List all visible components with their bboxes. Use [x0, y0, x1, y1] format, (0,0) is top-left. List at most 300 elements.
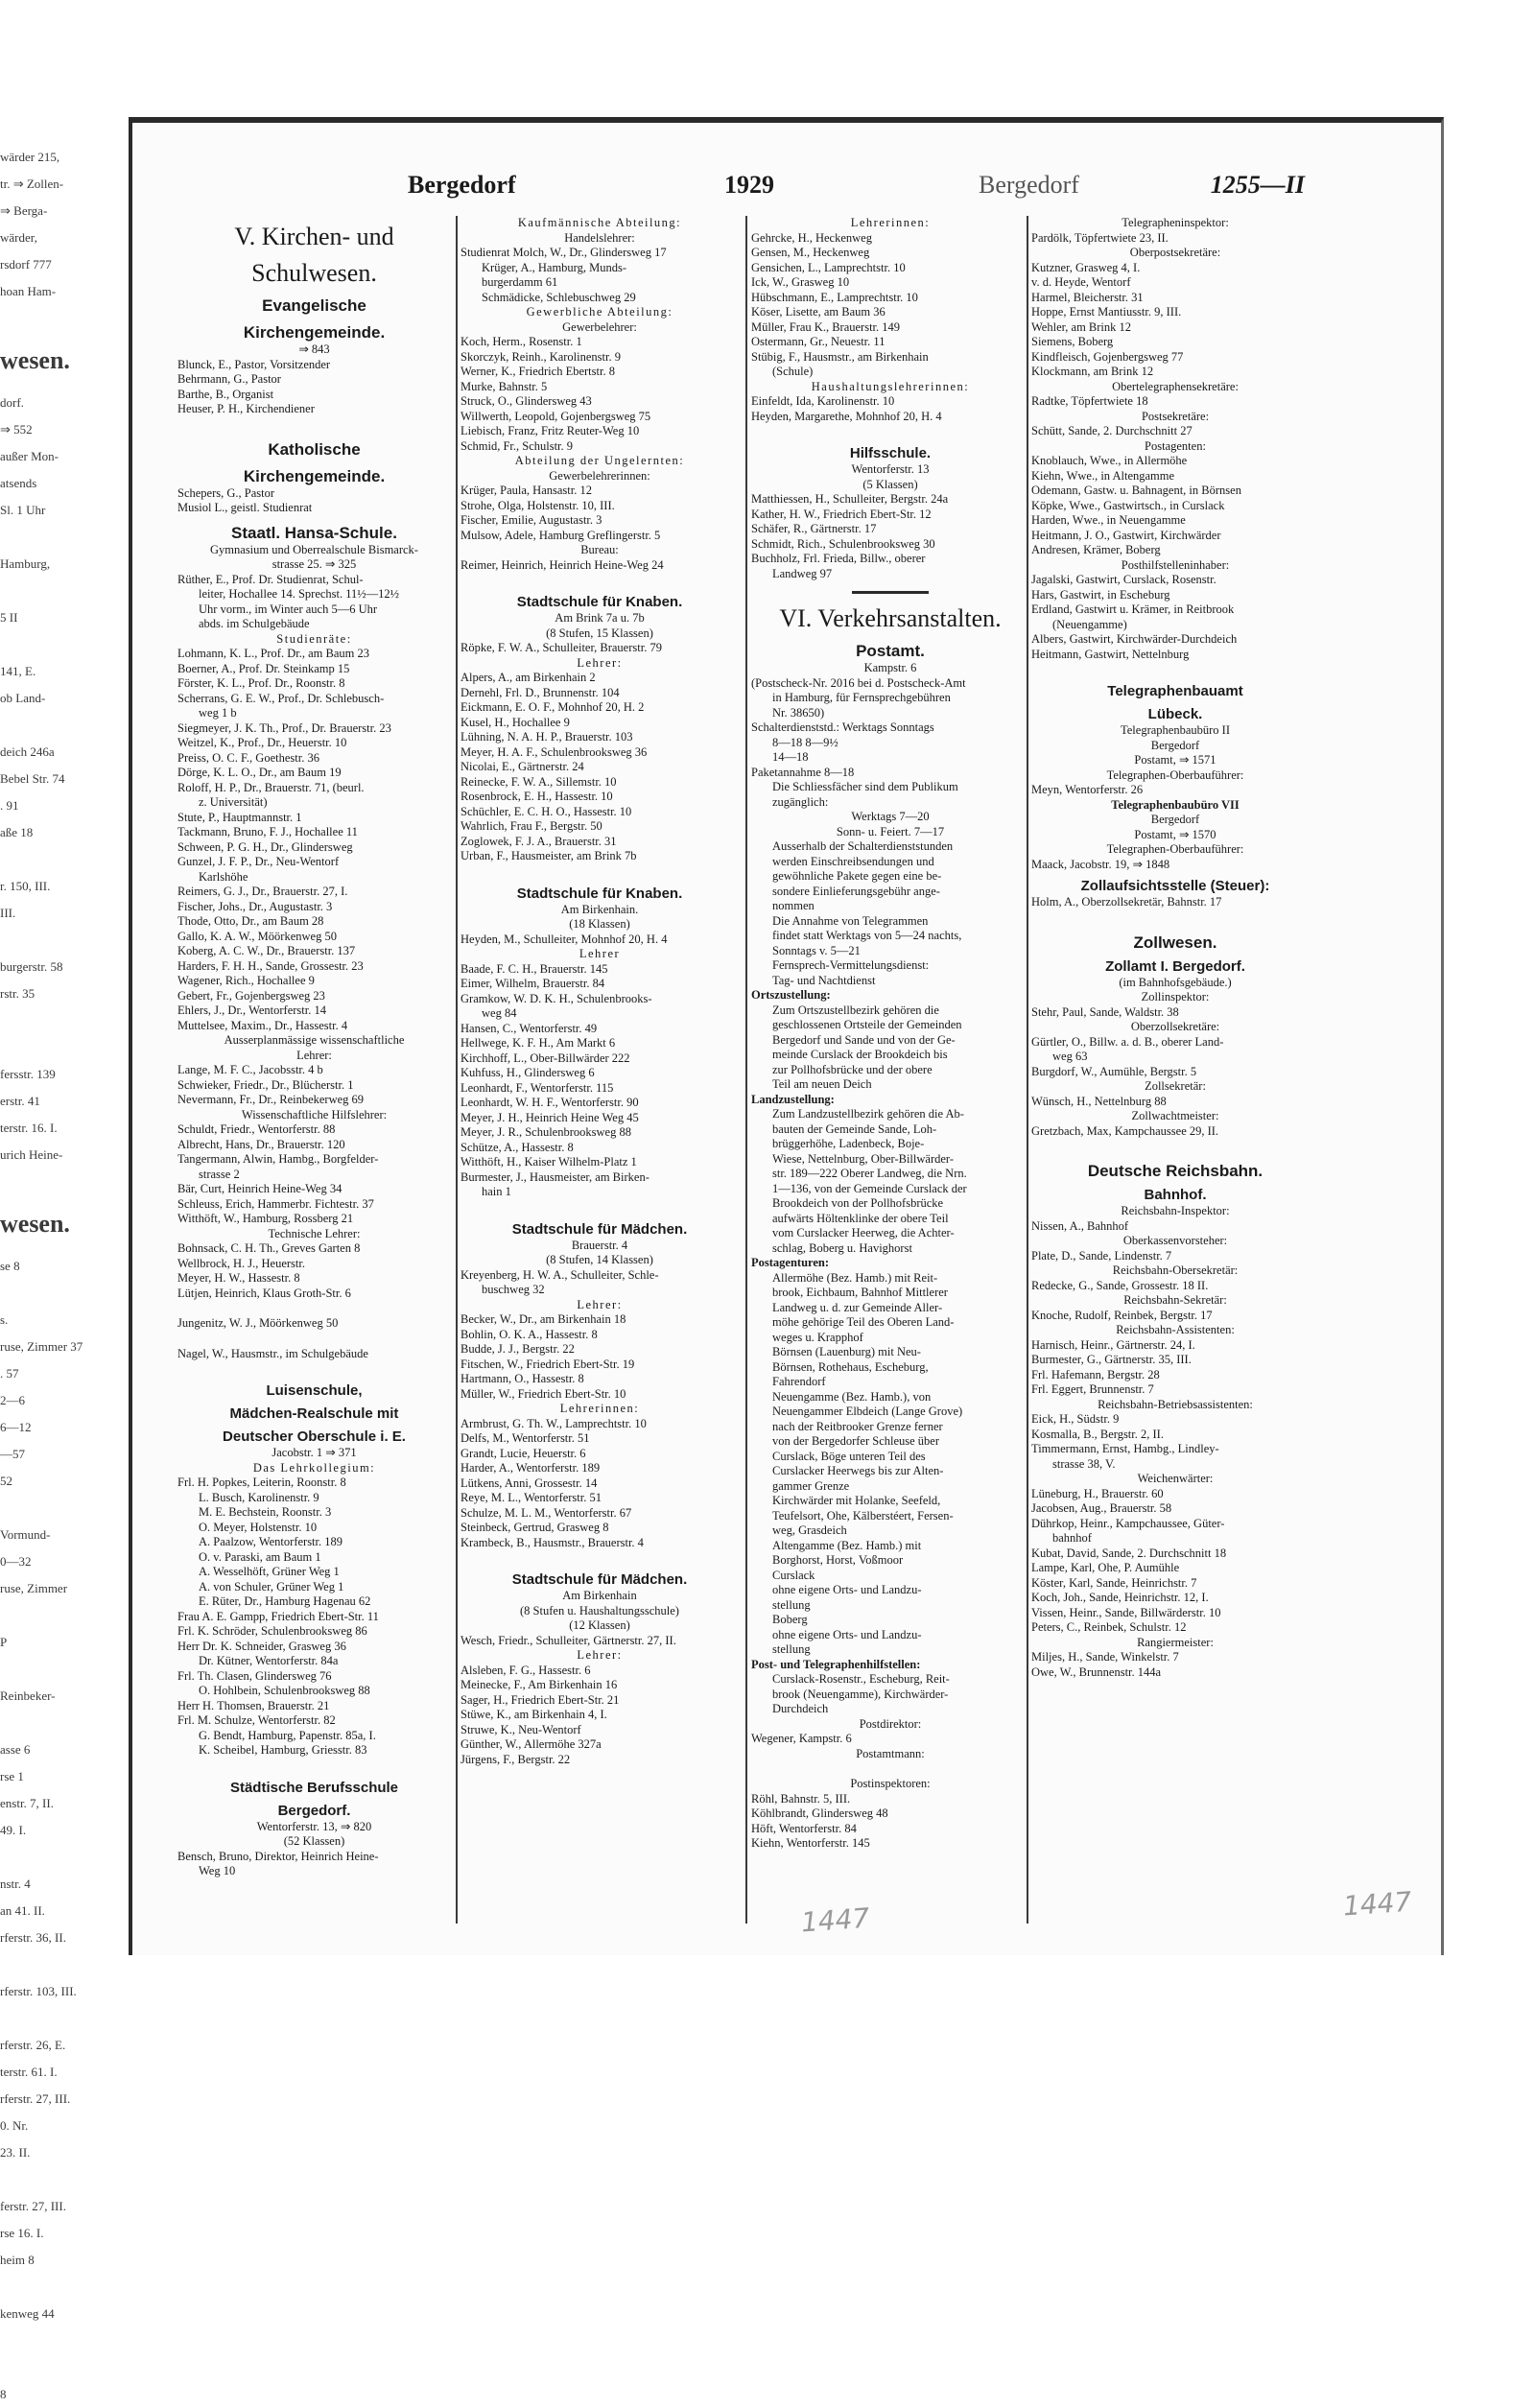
left-strip-line: P: [0, 1635, 8, 1649]
directory-entry: Siegmeyer, J. K. Th., Prof., Dr. Brauerstr. 23: [177, 720, 391, 735]
directory-entry: Delfs, M., Wentorferstr. 51: [460, 1431, 590, 1445]
left-strip-line: [0, 2274, 113, 2301]
directory-entry: E. Rüter, Dr., Hamburg Hagenau 62: [199, 1594, 371, 1608]
sub-heading: Das Lehrkollegium:: [252, 1460, 376, 1475]
directory-entry: Schmädicke, Schlebuschweg 29: [482, 290, 636, 304]
directory-entry: Weg 10: [199, 1864, 236, 1877]
section-heading: Zollaufsichtsstelle (Steuer):: [1080, 878, 1270, 894]
directory-entry: v. d. Heyde, Wentorf: [1031, 275, 1131, 289]
sub-heading: Brauerstr. 4: [571, 1238, 628, 1252]
directory-entry: Lühning, N. A. H. P., Brauerstr. 103: [460, 730, 633, 744]
left-strip-line: rsdorf 777: [0, 257, 52, 271]
directory-entry: Jungenitz, W. J., Möörkenweg 50: [177, 1316, 339, 1330]
directory-entry: (Neuengamme): [1052, 617, 1127, 631]
directory-entry: Boerner, A., Prof. Dr. Steinkamp 15: [177, 661, 350, 675]
directory-entry: Matthiessen, H., Schulleiter, Bergstr. 24a: [751, 492, 949, 506]
directory-entry: Knoblauch, Wwe., in Allermöhe: [1031, 454, 1188, 467]
directory-entry: Gensichen, L., Lamprechtstr. 10: [751, 260, 906, 274]
left-strip-line: außer Mon-: [0, 449, 59, 463]
sub-heading: Lehrer:: [296, 1048, 332, 1062]
directory-entry: Allermöhe (Bez. Hamb.) mit Reit-: [772, 1270, 938, 1285]
section-heading: Stadtschule für Mädchen.: [511, 1220, 688, 1238]
directory-entry: Dührkop, Heinr., Kampchaussee, Güter-: [1031, 1516, 1225, 1530]
directory-entry: Weitzel, K., Prof., Dr., Heuerstr. 10: [177, 736, 347, 749]
sub-heading: Zollsekretär:: [1145, 1079, 1206, 1093]
directory-entry: gewöhnliche Pakete gegen eine be-: [772, 869, 942, 883]
directory-entry: Ortszustellung:: [751, 988, 831, 1002]
left-strip-line: rse 16. I.: [0, 2226, 44, 2240]
directory-entry: burgerdamm 61: [482, 275, 558, 289]
directory-entry: 1—136, von der Gemeinde Curslack der: [772, 1181, 967, 1195]
directory-entry: Skorczyk, Reinh., Karolinenstr. 9: [460, 349, 621, 364]
directory-entry: Maack, Jacobstr. 19, ⇒ 1848: [1031, 857, 1170, 871]
section-heading: Stadtschule für Knaben.: [516, 885, 683, 902]
page-header: [177, 171, 1305, 209]
sub-heading: Haushaltungslehrerinnen:: [811, 379, 970, 393]
directory-entry: Landweg u. d. zur Gemeinde Aller-: [772, 1300, 943, 1314]
directory-entry: Jacobsen, Aug., Brauerstr. 58: [1031, 1501, 1172, 1515]
directory-entry: Mulsow, Adele, Hamburg Greflingerstr. 5: [460, 528, 661, 542]
directory-entry: hain 1: [482, 1185, 511, 1198]
directory-entry: Müller, W., Friedrich Ebert-Str. 10: [460, 1386, 626, 1401]
left-strip-line: [0, 2166, 113, 2193]
left-strip-line: Sl. 1 Uhr: [0, 503, 46, 517]
directory-entry: Kather, H. W., Friedrich Ebert-Str. 12: [751, 507, 932, 521]
directory-entry: Meyer, J. R., Schulenbrooksweg 88: [460, 1125, 631, 1139]
sub-heading: Wentorferstr. 13, ⇒ 820: [256, 1819, 372, 1833]
directory-entry: Koch, Herm., Rosenstr. 1: [460, 335, 582, 348]
section-heading: Zollamt I. Bergedorf.: [1105, 957, 1245, 975]
sub-heading: Oberpostsekretäre:: [1129, 246, 1221, 259]
sub-heading: Gewerbelehrer:: [562, 319, 637, 334]
directory-entry: Kubat, David, Sande, 2. Durchschnitt 18: [1031, 1546, 1227, 1560]
directory-entry: Kiehn, Wentorferstr. 145: [751, 1836, 870, 1850]
directory-entry: stellung: [772, 1597, 811, 1612]
left-strip-line: [0, 1495, 113, 1522]
directory-entry: weg, Grasdeich: [772, 1523, 847, 1537]
sub-heading: Zollinspektor:: [1141, 990, 1210, 1003]
directory-entry: weges u. Krapphof: [772, 1330, 863, 1344]
section-heading: Zollwesen.: [1133, 933, 1217, 952]
left-strip-line: ob Land-: [0, 691, 46, 705]
directory-entry: Struck, O., Glindersweg 43: [460, 394, 592, 408]
directory-entry: Curslack-Rosenstr., Escheburg, Reit-: [772, 1672, 950, 1686]
directory-entry: Köpke, Wwe., Gastwirtsch., in Curslack: [1031, 498, 1225, 512]
directory-entry: Klockmann, am Brink 12: [1031, 365, 1154, 378]
directory-entry: Heuser, P. H., Kirchendiener: [177, 402, 315, 415]
directory-entry: Pardölk, Töpfertwiete 23, II.: [1031, 230, 1169, 245]
sub-heading: Postamtmann:: [856, 1746, 925, 1760]
sub-heading: Postamt, ⇒ 1570: [1134, 827, 1216, 841]
directory-entry: Bensch, Bruno, Direktor, Heinrich Heine-: [177, 1849, 379, 1863]
directory-entry: schlag, Boberg u. Havighorst: [772, 1240, 912, 1255]
directory-entry: Albers, Gastwirt, Kirchwärder-Durchdeich: [1031, 632, 1238, 646]
directory-entry: sondere Einlieferungsgebühr ange-: [772, 884, 940, 898]
directory-entry: Harder, A., Wentorferstr. 189: [460, 1461, 601, 1475]
directory-entry: Kiehn, Wwe., in Altengamme: [1031, 468, 1175, 483]
left-strip-line: terstr. 61. I.: [0, 2065, 58, 2079]
directory-entry: Frl. K. Schröder, Schulenbrooksweg 86: [177, 1624, 367, 1638]
directory-entry: Rüther, E., Prof. Dr. Studienrat, Schul-: [177, 572, 364, 586]
header-city-left: Bergedorf: [408, 171, 516, 199]
section-heading: Stadtschule für Mädchen.: [511, 1571, 688, 1588]
directory-entry: Schween, P. G. H., Dr., Glindersweg: [177, 839, 353, 854]
section-heading: Luisenschule,: [266, 1382, 363, 1399]
directory-entry: Frl. Th. Clasen, Glindersweg 76: [177, 1668, 332, 1683]
directory-entry: Gallo, K. A. W., Möörkenweg 50: [177, 929, 337, 943]
spacer: [1031, 1139, 1319, 1154]
directory-entry: Günther, W., Allermöhe 327a: [460, 1737, 602, 1751]
sub-heading: Posthilfstelleninhaber:: [1121, 557, 1230, 572]
directory-entry: Kreyenberg, H. W. A., Schulleiter, Schle-: [460, 1267, 659, 1282]
left-strip-line: [0, 631, 113, 658]
directory-entry: Fernsprech-Vermittelungsdienst:: [772, 958, 930, 972]
column-3: [751, 216, 1029, 1943]
left-strip-line: [0, 846, 113, 873]
directory-entry: Höft, Wentorferstr. 84: [751, 1821, 857, 1835]
directory-entry: Fitschen, W., Friedrich Ebert-Str. 19: [460, 1357, 635, 1371]
sub-heading: Wissenschaftliche Hilfslehrer:: [241, 1107, 388, 1121]
directory-entry: gammer Grenze: [772, 1478, 850, 1493]
directory-entry: stellung: [772, 1642, 811, 1656]
directory-entry: Murke, Bahnstr. 5: [460, 379, 548, 393]
directory-entry: meinde Curslack der Brookdeich bis: [772, 1048, 948, 1061]
left-strip-line: 5 II: [0, 610, 18, 625]
directory-entry: Lüneburg, H., Brauerstr. 60: [1031, 1486, 1164, 1500]
directory-entry: strasse 2: [199, 1167, 240, 1181]
left-strip-line: —57: [0, 1447, 25, 1461]
directory-entry: Roloff, H. P., Dr., Brauerstr. 71, (beurl.: [177, 780, 365, 794]
column-divider-1: [456, 216, 458, 1924]
directory-entry: Leonhardt, W. H. F., Wentorferstr. 90: [460, 1096, 639, 1109]
directory-entry: Zum Landzustellbezirk gehören die Ab-: [772, 1107, 964, 1121]
left-strip-line: [0, 1656, 113, 1683]
sub-heading: (im Bahnhofsgebäude.): [1119, 975, 1232, 989]
directory-entry: Meyer, H. W., Hassestr. 8: [177, 1271, 300, 1285]
directory-entry: Zum Ortszustellbezirk gehören die: [772, 1003, 939, 1017]
directory-entry: Schuldt, Friedr., Wentorferstr. 88: [177, 1122, 336, 1136]
spacer: [460, 1200, 739, 1216]
handwritten-note: 1447: [799, 1901, 871, 1939]
directory-entry: Ick, W., Grasweg 10: [751, 275, 850, 289]
directory-entry: möhe gehörige Teil des Oberen Land-: [772, 1315, 955, 1329]
directory-entry: Wünsch, H., Nettelnburg 88: [1031, 1094, 1167, 1108]
directory-entry: Dr. Kütner, Wentorferstr. 84a: [199, 1654, 339, 1667]
directory-entry: Plate, D., Sande, Lindenstr. 7: [1031, 1248, 1172, 1263]
left-strip-line: [0, 2005, 113, 2032]
left-strip-line: se 8: [0, 1259, 20, 1273]
left-strip-line: 0—32: [0, 1554, 32, 1569]
sub-heading: Postamt, ⇒ 1571: [1134, 753, 1216, 767]
directory-entry: Röhl, Bahnstr. 5, III.: [751, 1791, 851, 1806]
directory-entry: Postagenturen:: [751, 1256, 830, 1269]
directory-entry: Nr. 38650): [772, 705, 825, 720]
sub-heading: Sonn- u. Feiert. 7—17: [836, 824, 945, 838]
directory-entry: leiter, Hochallee 14. Sprechst. 11½—12½: [199, 587, 400, 601]
directory-entry: Bohlin, O. K. A., Hassestr. 8: [460, 1327, 598, 1341]
directory-entry: A. Wesselhöft, Grüner Weg 1: [199, 1565, 340, 1578]
directory-entry: z. Universität): [199, 795, 268, 809]
directory-entry: weg 1 b: [199, 706, 237, 720]
spacer: [460, 864, 739, 880]
directory-entry: Scherrans, G. E. W., Prof., Dr. Schlebusch-: [177, 691, 385, 705]
section-heading: Kirchengemeinde.: [243, 323, 386, 342]
directory-entry: Dernehl, Frl. D., Brunnenstr. 104: [460, 685, 620, 699]
directory-entry: Einfeldt, Ida, Karolinenstr. 10: [751, 394, 895, 408]
directory-entry: Schmid, Fr., Schulstr. 9: [460, 438, 574, 453]
directory-entry: Harden, Wwe., in Neuengamme: [1031, 513, 1186, 527]
directory-entry: Reimer, Heinrich, Heinrich Heine-Weg 24: [460, 557, 664, 572]
left-strip-line: rferstr. 36, II.: [0, 1930, 66, 1945]
directory-entry: (Postscheck-Nr. 2016 bei d. Postscheck-Amt: [751, 675, 966, 690]
section-heading: Postamt.: [856, 642, 925, 660]
directory-entry: Die Annahme von Telegrammen: [772, 913, 929, 928]
directory-entry: Lütjen, Heinrich, Klaus Groth-Str. 6: [177, 1286, 351, 1300]
sub-heading: strasse 25. ⇒ 325: [272, 557, 357, 571]
sub-heading: ⇒ 843: [298, 342, 330, 356]
directory-entry: Hübschmann, E., Lamprechtstr. 10: [751, 290, 918, 304]
directory-entry: Koberg, A. C. W., Dr., Brauerstr. 137: [177, 944, 356, 957]
left-strip-line: [0, 1007, 113, 1034]
sub-heading: (52 Klassen): [283, 1834, 345, 1848]
spacer: [460, 1550, 739, 1566]
left-strip-line: [0, 2327, 113, 2354]
directory-entry: in Hamburg, für Fernsprechgebühren: [772, 691, 951, 704]
left-strip-line: burgerstr. 58: [0, 959, 63, 974]
directory-entry: Wesch, Friedr., Schulleiter, Gärtnerstr. 27, II.: [460, 1633, 676, 1647]
directory-entry: Eickmann, E. O. F., Mohnhof 20, H. 2: [460, 700, 645, 714]
directory-entry: Köser, Lisette, am Baum 36: [751, 305, 886, 319]
directory-entry: Schwieker, Friedr., Dr., Blücherstr. 1: [177, 1077, 354, 1092]
sub-heading: Gewerbelehrerinnen:: [549, 468, 650, 483]
left-strip-line: . 57: [0, 1366, 19, 1381]
directory-entry: Hansen, C., Wentorferstr. 49: [460, 1021, 598, 1035]
directory-entry: Timmermann, Ernst, Hambg., Lindley-: [1031, 1442, 1219, 1455]
directory-entry: Röpke, F. W. A., Schulleiter, Brauerstr. 79: [460, 641, 662, 654]
directory-entry: brook, Eichbaum, Bahnhof Mittlerer: [772, 1286, 948, 1299]
spacer: [177, 1332, 451, 1347]
sub-heading: (18 Klassen): [569, 917, 630, 931]
directory-entry: Alsleben, F. G., Hassestr. 6: [460, 1663, 591, 1677]
directory-entry: Heitmann, Gastwirt, Nettelnburg: [1031, 647, 1190, 661]
left-strip-line: ⇒ Berga-: [0, 203, 48, 218]
section-heading: Katholische: [268, 439, 361, 459]
left-strip-line: 2—6: [0, 1393, 25, 1407]
directory-entry: von der Bergedorfer Schleuse über: [772, 1434, 940, 1448]
left-strip-line: . 91: [0, 798, 19, 813]
sub-heading: (12 Klassen): [569, 1618, 630, 1632]
directory-entry: Muttelsee, Maxim., Dr., Hassestr. 4: [177, 1018, 348, 1032]
spacer: [177, 1301, 451, 1316]
sub-heading: Telegraphenbaubüro VII: [1111, 797, 1240, 812]
directory-entry: Holm, A., Oberzollsekretär, Bahnstr. 17: [1031, 895, 1222, 909]
section-heading: Stadtschule für Knaben.: [516, 594, 683, 610]
spacer: [751, 424, 1029, 439]
directory-entry: Borghorst, Horst, Voßmoor: [772, 1553, 904, 1567]
directory-entry: Curslack: [772, 1568, 815, 1582]
column-divider-2: [745, 216, 747, 1924]
sub-heading: Reichsbahn-Inspektor:: [1121, 1204, 1230, 1217]
directory-entry: Blunck, E., Pastor, Vorsitzender: [177, 357, 331, 371]
left-strip-line: rferstr. 26, E.: [0, 2038, 66, 2052]
directory-entry: Witthöft, W., Hamburg, Rossberg 21: [177, 1212, 354, 1225]
sub-heading: Lehrerinnen:: [559, 1402, 640, 1415]
directory-entry: Miljes, H., Sande, Winkelstr. 7: [1031, 1650, 1179, 1664]
directory-entry: O. Hohlbein, Schulenbrooksweg 88: [199, 1684, 370, 1697]
directory-entry: (Schule): [772, 365, 814, 378]
directory-entry: Ausserhalb der Schalterdienststunden: [772, 839, 954, 853]
directory-entry: Müller, Frau K., Brauerstr. 149: [751, 319, 901, 334]
left-strip-line: 23. II.: [0, 2145, 31, 2160]
directory-entry: Dörge, K. L. O., Dr., am Baum 19: [177, 766, 342, 779]
directory-entry: Wehler, am Brink 12: [1031, 319, 1132, 334]
directory-entry: Harders, F. H. H., Sande, Grossestr. 23: [177, 958, 364, 973]
directory-entry: Köster, Karl, Sande, Heinrichstr. 7: [1031, 1575, 1197, 1590]
directory-entry: Harnisch, Heinr., Gärtnerstr. 24, I.: [1031, 1337, 1195, 1352]
directory-entry: buschweg 32: [482, 1283, 545, 1296]
directory-entry: Altengamme (Bez. Hamb.) mit: [772, 1538, 922, 1552]
spacer: [177, 1759, 451, 1774]
directory-entry: Budde, J. J., Bergstr. 22: [460, 1342, 575, 1356]
directory-entry: Reinecke, F. W. A., Sillemstr. 10: [460, 774, 617, 789]
directory-entry: Meyn, Wentorferstr. 26: [1031, 783, 1144, 796]
sub-heading: Kaufmännische Abteilung:: [517, 216, 682, 229]
left-strip-line: erstr. 41: [0, 1094, 40, 1108]
sub-heading: Obertelegraphensekretäre:: [1112, 379, 1239, 393]
directory-entry: Eick, H., Südstr. 9: [1031, 1412, 1120, 1426]
directory-entry: Wiese, Nettelnburg, Ober-Billwärder-: [772, 1151, 954, 1166]
sub-heading: Ausserplanmässige wissenschaftliche: [224, 1033, 405, 1047]
column-2: [460, 216, 739, 1943]
directory-entry: Preiss, O. C. F., Goethestr. 36: [177, 750, 319, 765]
directory-entry: Gunzel, J. F. P., Dr., Neu-Wentorf: [177, 855, 340, 868]
sub-heading: Kampstr. 6: [863, 661, 917, 674]
directory-entry: weg 63: [1052, 1050, 1088, 1063]
directory-entry: Gehrcke, H., Heckenweg: [751, 230, 872, 245]
directory-entry: Witthöft, H., Kaiser Wilhelm-Platz 1: [460, 1155, 637, 1169]
sub-heading: Lehrerinnen:: [850, 216, 931, 229]
sub-heading: Handelslehrer:: [564, 230, 635, 245]
directory-entry: Strohe, Olga, Holstenstr. 10, III.: [460, 498, 615, 512]
left-strip-line: wärder 215,: [0, 150, 60, 164]
left-strip-line: [0, 1280, 113, 1307]
directory-entry: Schäfer, R., Gärtnerstr. 17: [751, 522, 877, 535]
directory-entry: Barthe, B., Organist: [177, 387, 274, 401]
directory-entry: Odemann, Gastw. u. Bahnagent, in Börnsen: [1031, 484, 1241, 497]
directory-entry: O. Meyer, Holstenstr. 10: [199, 1520, 318, 1534]
left-strip-line: 52: [0, 1474, 12, 1488]
directory-entry: bauten der Gemeinde Sande, Loh-: [772, 1121, 937, 1136]
section-heading: Deutsche Reichsbahn.: [1087, 1162, 1263, 1180]
directory-entry: Lange, M. F. C., Jacobsstr. 4 b: [177, 1063, 323, 1076]
directory-entry: Hoppe, Ernst Mantiusstr. 9, III.: [1031, 305, 1182, 319]
directory-entry: Schmidt, Rich., Schulenbrooksweg 30: [751, 536, 935, 551]
directory-entry: Herr Dr. K. Schneider, Grasweg 36: [177, 1639, 346, 1653]
directory-entry: Schütt, Sande, 2. Durchschnitt 27: [1031, 424, 1193, 437]
left-strip-line: heim 8: [0, 2253, 35, 2267]
directory-entry: Frl. Eggert, Brunnenstr. 7: [1031, 1382, 1154, 1396]
sub-heading: Reichsbahn-Sekretär:: [1123, 1293, 1227, 1307]
directory-entry: Boberg: [772, 1613, 808, 1626]
directory-entry: abds. im Schulgebäude: [199, 617, 310, 630]
directory-entry: Ehlers, J., Dr., Wentorferstr. 14: [177, 1003, 326, 1017]
section-heading: Lübeck.: [1147, 706, 1203, 722]
sub-heading: Jacobstr. 1 ⇒ 371: [272, 1446, 357, 1459]
sub-heading: Rangiermeister:: [1137, 1635, 1214, 1649]
sub-heading: Telegraphen-Oberbauführer:: [1106, 767, 1244, 782]
left-strip-line: nstr. 4: [0, 1877, 31, 1891]
directory-entry: Uhr vorm., im Winter auch 5—6 Uhr: [199, 602, 378, 616]
directory-entry: Wegener, Kampstr. 6: [751, 1732, 852, 1745]
directory-entry: Bohnsack, C. H. Th., Greves Garten 8: [177, 1241, 361, 1255]
directory-entry: Börnsen (Lauenburg) mit Neu-: [772, 1345, 921, 1358]
left-strip-line: ferstr. 27, III.: [0, 2199, 66, 2213]
directory-entry: Kuhfuss, H., Glindersweg 6: [460, 1066, 595, 1079]
sub-heading: (8 Stufen, 15 Klassen): [546, 626, 653, 640]
directory-entry: L. Busch, Karolinenstr. 9: [199, 1490, 319, 1504]
sub-heading: Am Birkenhain.: [560, 902, 639, 916]
directory-entry: Krüger, Paula, Hansastr. 12: [460, 484, 592, 497]
directory-entry: Meinecke, F., Am Birkenhain 16: [460, 1678, 618, 1691]
directory-entry: Bergedorf und Sande und von der Ge-: [772, 1032, 956, 1047]
directory-entry: Studienrat Molch, W., Dr., Glindersweg 17: [460, 246, 667, 259]
left-strip-line: [0, 1710, 113, 1736]
directory-entry: Nicolai, E., Gärtnerstr. 24: [460, 760, 584, 773]
directory-entry: Kusel, H., Hochallee 9: [460, 715, 570, 729]
directory-entry: Tangermann, Alwin, Hambg., Borgfelder-: [177, 1152, 379, 1166]
directory-entry: Schüchler, E. C. H. O., Hassestr. 10: [460, 804, 632, 818]
sub-heading: Am Brink 7a u. 7b: [555, 611, 645, 625]
left-page-strip: [0, 144, 113, 2401]
directory-entry: Schulze, M. L. M., Wentorferstr. 67: [460, 1505, 632, 1520]
left-strip-line: deich 246a: [0, 744, 55, 759]
left-strip-line: dorf.: [0, 395, 24, 410]
directory-entry: Werner, K., Friedrich Ebertstr. 8: [460, 365, 615, 378]
directory-entry: brüggerhöhe, Ladenbeck, Boje-: [772, 1137, 925, 1150]
directory-entry: strasse 38, V.: [1052, 1456, 1116, 1471]
left-strip-line: [0, 2354, 113, 2381]
directory-entry: Hellwege, K. F. H., Am Markt 6: [460, 1036, 616, 1050]
left-strip-line: III.: [0, 906, 16, 920]
directory-entry: Ostermann, Gr., Neuestr. 11: [751, 335, 886, 348]
directory-entry: A. Paalzow, Wentorferstr. 189: [199, 1535, 342, 1548]
section-title: V. Kirchen- und: [234, 223, 394, 250]
header-page-number: 1255—II: [1210, 171, 1305, 199]
sub-heading: Reichsbahn-Obersekretär:: [1112, 1263, 1239, 1277]
left-strip-line: Bebel Str. 74: [0, 771, 65, 786]
sub-heading: (8 Stufen u. Haushaltungsschule): [520, 1603, 679, 1617]
left-strip-line: enstr. 7, II.: [0, 1796, 54, 1810]
directory-entry: Förster, K. L., Prof. Dr., Roonstr. 8: [177, 676, 345, 690]
directory-entry: Andresen, Krämer, Boberg: [1031, 543, 1161, 556]
directory-entry: Karlshöhe: [199, 869, 248, 884]
sub-heading: Postsekretäre:: [1141, 409, 1210, 423]
directory-entry: weg 84: [482, 1006, 517, 1020]
sub-heading: Postagenten:: [1145, 438, 1206, 453]
directory-entry: str. 189—222 Oberer Landweg, die Nrn.: [772, 1167, 967, 1180]
directory-entry: bahnhof: [1052, 1531, 1092, 1545]
directory-entry: O. v. Paraski, am Baum 1: [199, 1549, 321, 1564]
directory-entry: Landzustellung:: [751, 1092, 835, 1106]
sub-heading: Postinspektoren:: [850, 1777, 931, 1790]
sub-heading: Am Birkenhain: [562, 1589, 637, 1602]
left-strip-line: atsends: [0, 476, 37, 490]
directory-entry: findet statt Werktags von 5—24 nachts,: [772, 929, 962, 942]
directory-entry: Reye, M. L., Wentorferstr. 51: [460, 1491, 602, 1504]
directory-entry: Rosenbrock, E. H., Hassestr. 10: [460, 790, 613, 803]
left-strip-line: Reinbeker-: [0, 1688, 56, 1703]
sub-heading: Oberkassenvorsteher:: [1122, 1234, 1228, 1247]
